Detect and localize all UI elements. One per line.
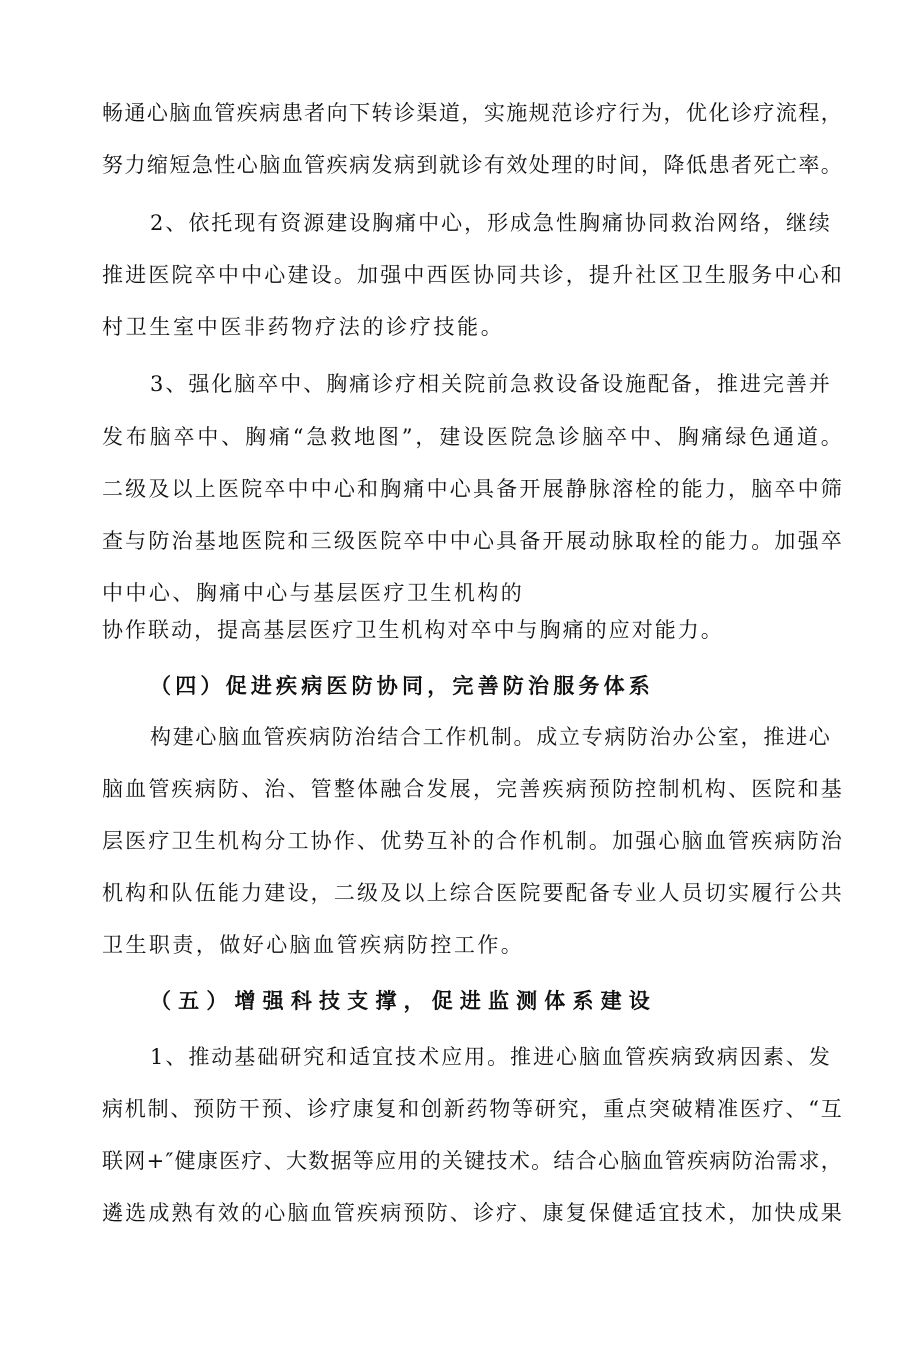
paragraph-line: 遴选成熟有效的心脑血管疾病预防、诊疗、康复保健适宜技术，加快成果 <box>102 1201 844 1225</box>
paragraph-line: 病机制、预防干预、诊疗康复和创新药物等研究，重点突破精准医疗、“互 <box>102 1097 844 1121</box>
paragraph-line: 脑血管疾病防、治、管整体融合发展，完善疾病预防控制机构、医院和基 <box>102 777 844 801</box>
paragraph-line: 村卫生室中医非药物疗法的诊疗技能。 <box>102 315 505 339</box>
paragraph-line: 畅通心脑血管疾病患者向下转诊渠道，实施规范诊疗行为，优化诊疗流程， <box>102 101 844 125</box>
paragraph-line: 查与防治基地医院和三级医院卒中中心具备开展动脉取栓的能力。加强卒 <box>102 529 844 553</box>
paragraph-line: 推进医院卒中中心建设。加强中西医协同共诊，提升社区卫生服务中心和 <box>102 263 844 287</box>
paragraph-line: 构建心脑血管疾病防治结合工作机制。成立专病防治办公室，推进心 <box>150 725 832 749</box>
section-heading: （四）促进疾病医防协同，完善防治服务体系 <box>150 673 654 698</box>
paragraph-line: 中中心、胸痛中心与基层医疗卫生机构的 <box>102 581 525 605</box>
paragraph-line: 发布脑卒中、胸痛“急救地图”，建设医院急诊脑卒中、胸痛绿色通道。 <box>102 425 845 449</box>
section-heading: （五）增强科技支撑，促进监测体系建设 <box>150 988 657 1013</box>
paragraph-line: 联网+″健康医疗、大数据等应用的关键技术。结合心脑血管疾病防治需求， <box>102 1149 844 1173</box>
paragraph-line: 二级及以上医院卒中中心和胸痛中心具备开展静脉溶栓的能力，脑卒中筛 <box>102 477 844 501</box>
paragraph-line: 卫生职责，做好心脑血管疾病防控工作。 <box>102 933 525 957</box>
paragraph-line: 机构和队伍能力建设，二级及以上综合医院要配备专业人员切实履行公共 <box>102 881 844 905</box>
paragraph-line: 层医疗卫生机构分工协作、优势互补的合作机制。加强心脑血管疾病防治 <box>102 829 844 853</box>
paragraph-line: 1、推动基础研究和适宜技术应用。推进心脑血管疾病致病因素、发 <box>150 1045 832 1069</box>
paragraph-line: 协作联动，提高基层医疗卫生机构对卒中与胸痛的应对能力。 <box>102 618 724 642</box>
paragraph-line: 努力缩短急性心脑血管疾病发病到就诊有效处理的时间，降低患者死亡率。 <box>102 153 844 177</box>
paragraph-line: 2、依托现有资源建设胸痛中心，形成急性胸痛协同救治网络，继续 <box>150 211 832 235</box>
paragraph-line: 3、强化脑卒中、胸痛诊疗相关院前急救设备设施配备，推进完善并 <box>150 372 832 396</box>
